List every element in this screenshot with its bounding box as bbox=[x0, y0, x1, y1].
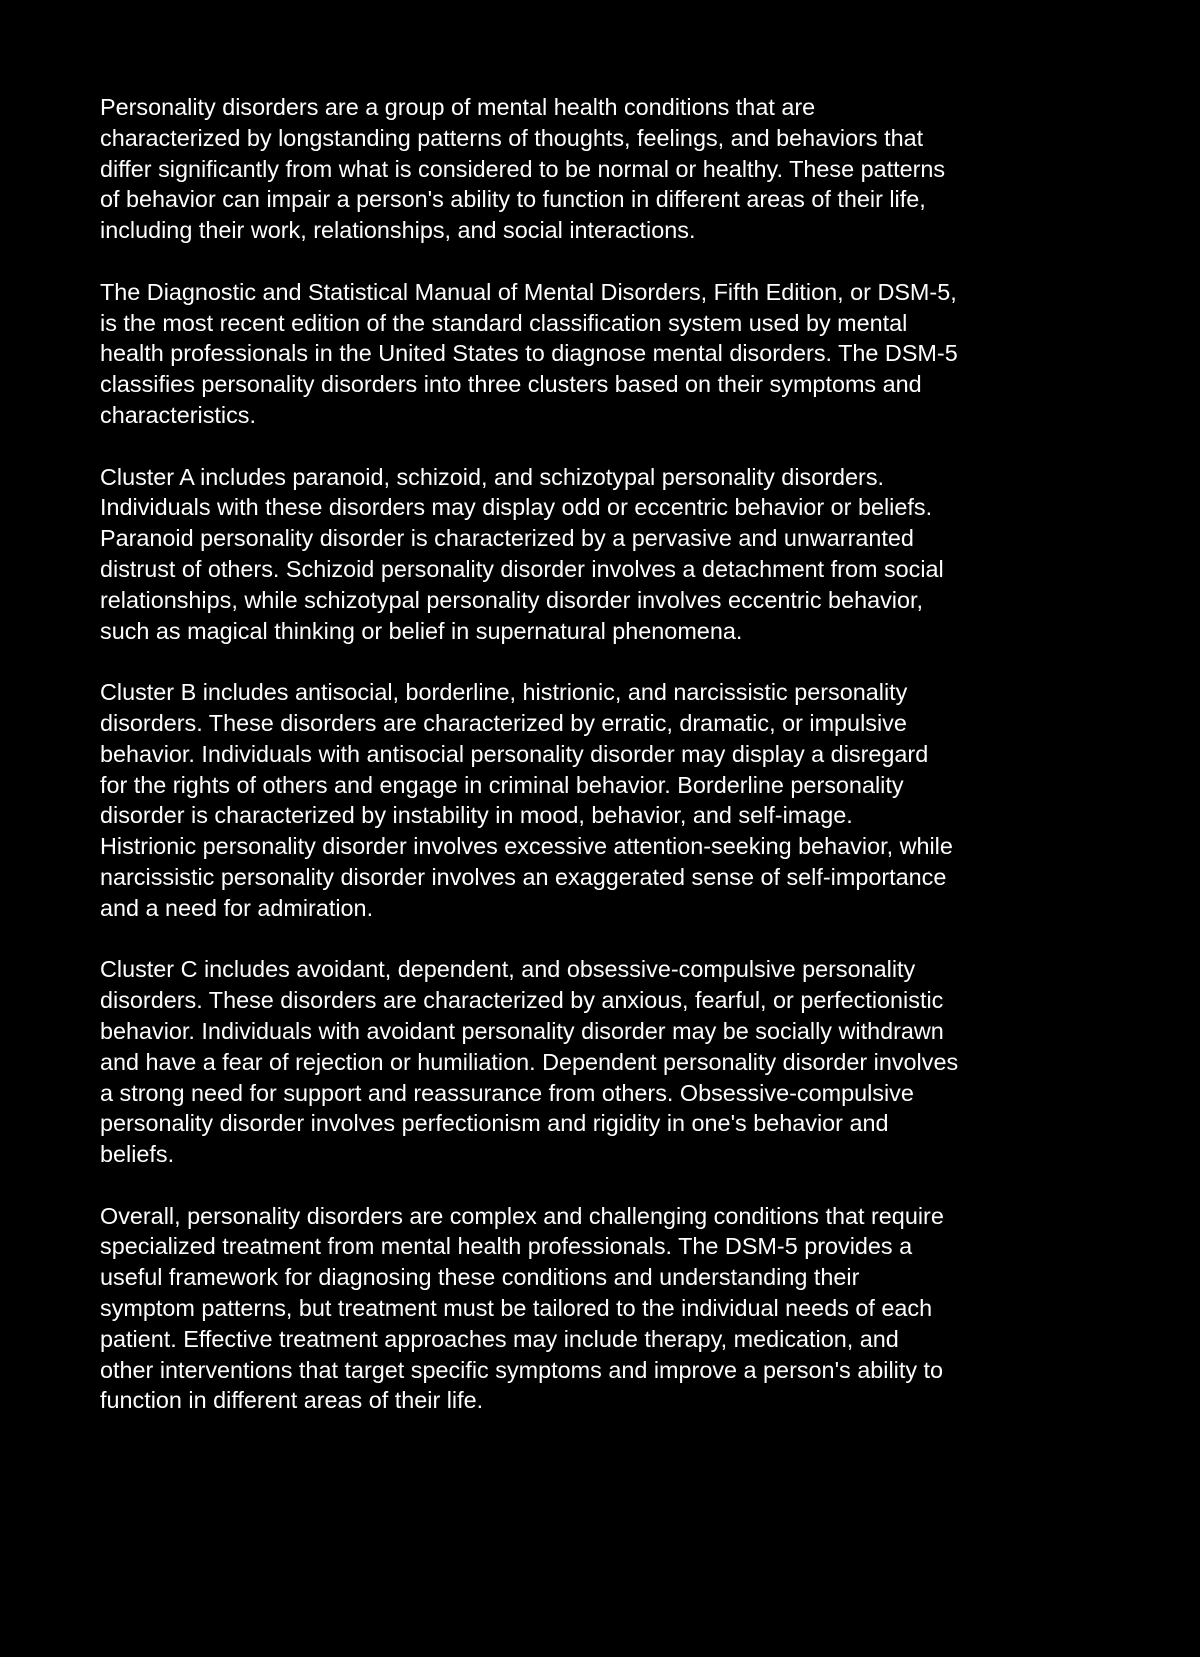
paragraph-cluster-b bbox=[100, 677, 1090, 923]
text-line: disorders. These disorders are characterized by erratic, dramatic, or impulsive bbox=[100, 709, 907, 736]
text-line: narcissistic personality disorder involves an exaggerated sense of self-importance bbox=[100, 863, 947, 890]
text-line: specialized treatment from mental health professionals. The DSM-5 provides a bbox=[100, 1233, 913, 1260]
text-line: and a need for admiration. bbox=[100, 894, 374, 921]
text-line: Individuals with these disorders may display odd or eccentric behavior or beliefs. bbox=[100, 494, 933, 521]
text-line: disorder is characterized by instability in mood, behavior, and self-image. bbox=[100, 802, 853, 829]
text-line: differ significantly from what is considered to be normal or healthy. These patterns bbox=[100, 155, 946, 182]
text-line: personality disorder involves perfectionism and rigidity in one's behavior and bbox=[100, 1110, 889, 1137]
text-line: Overall, personality disorders are complex and challenging conditions that require bbox=[100, 1202, 944, 1229]
text-line: useful framework for diagnosing these conditions and understanding their bbox=[100, 1264, 860, 1291]
text-line: disorders. These disorders are characterized by anxious, fearful, or perfectionistic bbox=[100, 987, 944, 1014]
text-line: distrust of others. Schizoid personality disorder involves a detachment from social bbox=[100, 555, 944, 582]
paragraph-cluster-c bbox=[100, 954, 1090, 1170]
text-line: Paranoid personality disorder is characterized by a pervasive and unwarranted bbox=[100, 525, 914, 552]
text-line: characteristics. bbox=[100, 401, 256, 428]
text-line: Personality disorders are a group of mental health conditions that are bbox=[100, 94, 816, 120]
text-line: a strong need for support and reassurance from others. Obsessive-compulsive bbox=[100, 1079, 914, 1106]
text-line: Histrionic personality disorder involves excessive attention-seeking behavior, while bbox=[100, 833, 953, 860]
paragraph-overall bbox=[100, 1201, 1090, 1417]
text-line: other interventions that target specific symptoms and improve a person's ability to bbox=[100, 1356, 944, 1383]
paragraph-dsm5 bbox=[100, 277, 1090, 431]
text-line: Cluster B includes antisocial, borderline, histrionic, and narcissistic personality bbox=[100, 679, 908, 706]
paragraph-cluster-a bbox=[100, 462, 1090, 647]
text-line: including their work, relationships, and social interactions. bbox=[100, 217, 696, 244]
text-line: behavior. Individuals with antisocial personality disorder may display a disregard bbox=[100, 740, 929, 767]
text-line: patient. Effective treatment approaches may include therapy, medication, and bbox=[100, 1325, 899, 1352]
text-line: is the most recent edition of the standard classification system used by mental bbox=[100, 309, 908, 336]
text-line: of behavior can impair a person's ability to function in different areas of their life, bbox=[100, 186, 926, 213]
paragraph-intro bbox=[100, 92, 1090, 246]
text-line: symptom patterns, but treatment must be tailored to the individual needs of each bbox=[100, 1295, 933, 1322]
text-line: behavior. Individuals with avoidant personality disorder may be socially withdrawn bbox=[100, 1017, 944, 1044]
text-line: characterized by longstanding patterns of thoughts, feelings, and behaviors that bbox=[100, 124, 924, 151]
text-line: relationships, while schizotypal personality disorder involves eccentric behavior, bbox=[100, 586, 923, 613]
document-body bbox=[100, 92, 1090, 1416]
text-line: for the rights of others and engage in criminal behavior. Borderline personality bbox=[100, 771, 904, 798]
text-line: such as magical thinking or belief in supernatural phenomena. bbox=[100, 617, 743, 644]
text-line: beliefs. bbox=[100, 1141, 175, 1168]
text-line: classifies personality disorders into three clusters based on their symptoms and bbox=[100, 371, 922, 398]
text-line: The Diagnostic and Statistical Manual of Mental Disorders, Fifth Edition, or DSM-5, bbox=[100, 278, 957, 305]
text-line: Cluster A includes paranoid, schizoid, and schizotypal personality disorders. bbox=[100, 463, 885, 490]
text-line: health professionals in the United States to diagnose mental disorders. The DSM-5 bbox=[100, 340, 958, 367]
text-line: and have a fear of rejection or humiliation. Dependent personality disorder involves bbox=[100, 1048, 959, 1075]
text-line: function in different areas of their life. bbox=[100, 1387, 484, 1414]
text-line: Cluster C includes avoidant, dependent, and obsessive-compulsive personality bbox=[100, 956, 916, 983]
